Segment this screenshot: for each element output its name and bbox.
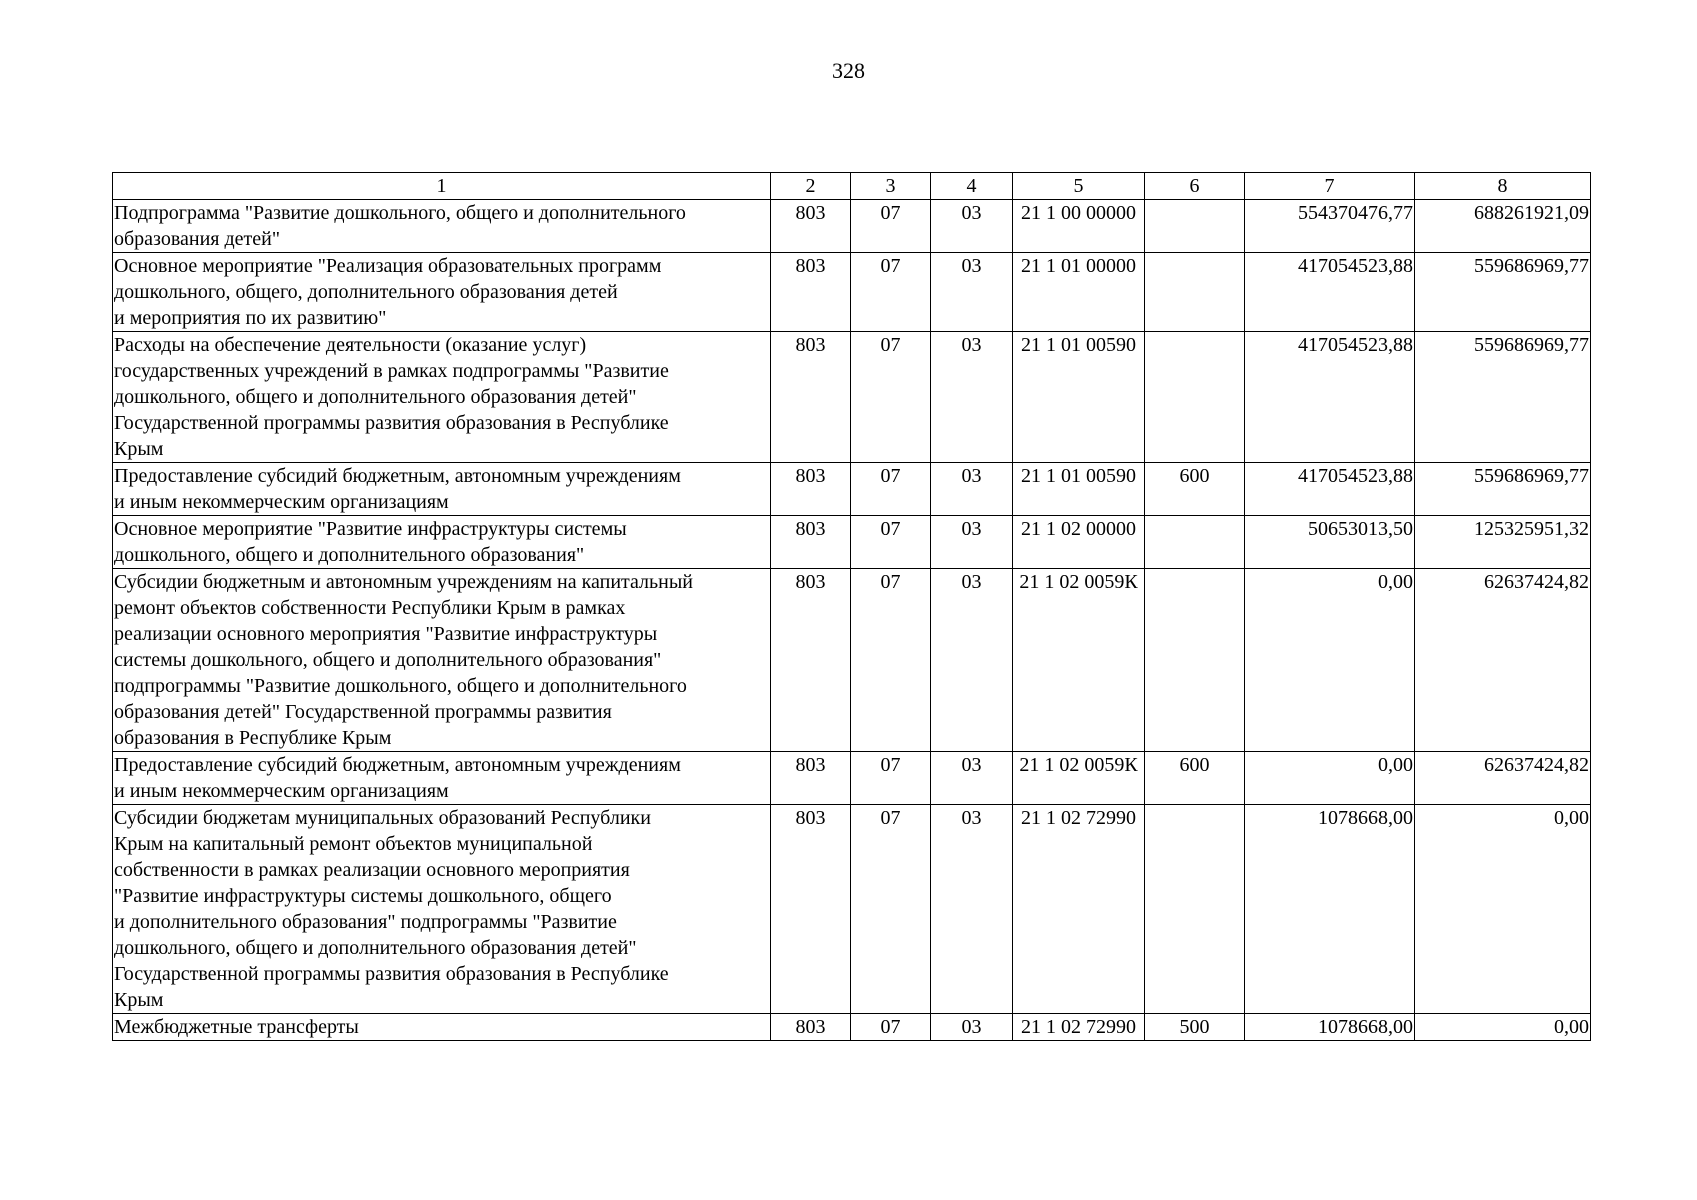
row-amount-7: 417054523,88 bbox=[1245, 463, 1415, 516]
row-code-4: 03 bbox=[931, 463, 1013, 516]
row-amount-7: 0,00 bbox=[1245, 569, 1415, 752]
header-col-5: 5 bbox=[1013, 173, 1145, 200]
row-description: Предоставление субсидий бюджетным, автономным учреждениям и иным некоммерческим организациям bbox=[113, 752, 771, 805]
row-amount-7: 0,00 bbox=[1245, 752, 1415, 805]
row-code-3: 07 bbox=[851, 332, 931, 463]
row-code-5: 21 1 01 00590 bbox=[1013, 332, 1145, 463]
row-amount-7: 1078668,00 bbox=[1245, 1014, 1415, 1041]
row-code-6: 500 bbox=[1145, 1014, 1245, 1041]
table-row bbox=[113, 516, 1591, 569]
row-code-2: 803 bbox=[771, 805, 851, 1014]
row-description: Субсидии бюджетным и автономным учреждениям на капитальный ремонт объектов собственности Республики Крым в рамках реализации основного мероприятия "Развитие инфраструктуры системы дошкольного, общего и дополнительного образования" подпрограммы "Развитие дошкольного, общего и дополнительного образования детей" Государственной программы развития образования в Республике Крым bbox=[113, 569, 771, 752]
row-amount-8: 559686969,77 bbox=[1415, 463, 1591, 516]
row-code-3: 07 bbox=[851, 516, 931, 569]
row-description: Субсидии бюджетам муниципальных образований Республики Крым на капитальный ремонт объектов муниципальной собственности в рамках реализации основного мероприятия "Развитие инфраструктуры системы дошкольного, общего и дополнительного образования" подпрограммы "Развитие дошкольного, общего и дополнительного образования детей" Государственной программы развития образования в Республике Крым bbox=[113, 805, 771, 1014]
row-code-2: 803 bbox=[771, 253, 851, 332]
row-amount-8: 559686969,77 bbox=[1415, 332, 1591, 463]
row-code-3: 07 bbox=[851, 463, 931, 516]
row-amount-7: 417054523,88 bbox=[1245, 332, 1415, 463]
row-code-2: 803 bbox=[771, 516, 851, 569]
header-col-8: 8 bbox=[1415, 173, 1591, 200]
row-code-6 bbox=[1145, 805, 1245, 1014]
row-amount-7: 50653013,50 bbox=[1245, 516, 1415, 569]
table-row bbox=[113, 200, 1591, 253]
row-code-5: 21 1 00 00000 bbox=[1013, 200, 1145, 253]
row-code-6: 600 bbox=[1145, 752, 1245, 805]
row-code-4: 03 bbox=[931, 569, 1013, 752]
table-row bbox=[113, 569, 1591, 752]
table-row bbox=[113, 1014, 1591, 1041]
row-code-2: 803 bbox=[771, 200, 851, 253]
row-amount-7: 417054523,88 bbox=[1245, 253, 1415, 332]
row-code-2: 803 bbox=[771, 752, 851, 805]
header-row bbox=[113, 173, 1591, 200]
row-amount-8: 0,00 bbox=[1415, 1014, 1591, 1041]
row-code-5: 21 1 01 00590 bbox=[1013, 463, 1145, 516]
row-code-4: 03 bbox=[931, 253, 1013, 332]
row-amount-7: 554370476,77 bbox=[1245, 200, 1415, 253]
row-code-6 bbox=[1145, 253, 1245, 332]
row-description: Основное мероприятие "Реализация образовательных программ дошкольного, общего, дополнительного образования детей и мероприятия по их развитию" bbox=[113, 253, 771, 332]
row-code-4: 03 bbox=[931, 332, 1013, 463]
row-description: Межбюджетные трансферты bbox=[113, 1014, 771, 1041]
row-code-5: 21 1 02 00000 bbox=[1013, 516, 1145, 569]
row-amount-8: 559686969,77 bbox=[1415, 253, 1591, 332]
row-code-5: 21 1 02 0059К bbox=[1013, 752, 1145, 805]
row-code-3: 07 bbox=[851, 200, 931, 253]
row-code-2: 803 bbox=[771, 569, 851, 752]
header-col-4: 4 bbox=[931, 173, 1013, 200]
row-code-4: 03 bbox=[931, 1014, 1013, 1041]
row-code-6: 600 bbox=[1145, 463, 1245, 516]
table-row bbox=[113, 752, 1591, 805]
row-amount-7: 1078668,00 bbox=[1245, 805, 1415, 1014]
header-col-3: 3 bbox=[851, 173, 931, 200]
row-code-4: 03 bbox=[931, 805, 1013, 1014]
row-code-5: 21 1 02 72990 bbox=[1013, 1014, 1145, 1041]
header-col-7: 7 bbox=[1245, 173, 1415, 200]
row-amount-8: 0,00 bbox=[1415, 805, 1591, 1014]
header-col-2: 2 bbox=[771, 173, 851, 200]
header-col-6: 6 bbox=[1145, 173, 1245, 200]
row-code-5: 21 1 01 00000 bbox=[1013, 253, 1145, 332]
row-code-5: 21 1 02 72990 bbox=[1013, 805, 1145, 1014]
row-code-2: 803 bbox=[771, 1014, 851, 1041]
row-code-4: 03 bbox=[931, 516, 1013, 569]
table-row bbox=[113, 332, 1591, 463]
row-amount-8: 688261921,09 bbox=[1415, 200, 1591, 253]
row-code-3: 07 bbox=[851, 752, 931, 805]
row-description: Расходы на обеспечение деятельности (оказание услуг) государственных учреждений в рамках подпрограммы "Развитие дошкольного, общего и дополнительного образования детей" Государственной программы развития образования в Республике Крым bbox=[113, 332, 771, 463]
row-code-4: 03 bbox=[931, 752, 1013, 805]
row-code-3: 07 bbox=[851, 253, 931, 332]
row-description: Предоставление субсидий бюджетным, автономным учреждениям и иным некоммерческим организациям bbox=[113, 463, 771, 516]
row-code-2: 803 bbox=[771, 463, 851, 516]
row-description: Основное мероприятие "Развитие инфраструктуры системы дошкольного, общего и дополнительного образования" bbox=[113, 516, 771, 569]
row-code-5: 21 1 02 0059К bbox=[1013, 569, 1145, 752]
row-code-3: 07 bbox=[851, 1014, 931, 1041]
row-amount-8: 125325951,32 bbox=[1415, 516, 1591, 569]
row-amount-8: 62637424,82 bbox=[1415, 569, 1591, 752]
row-code-6 bbox=[1145, 516, 1245, 569]
row-code-6 bbox=[1145, 200, 1245, 253]
budget-table bbox=[112, 172, 1591, 1041]
row-amount-8: 62637424,82 bbox=[1415, 752, 1591, 805]
row-code-6 bbox=[1145, 569, 1245, 752]
row-code-6 bbox=[1145, 332, 1245, 463]
table-row bbox=[113, 253, 1591, 332]
table-row bbox=[113, 805, 1591, 1014]
table-row bbox=[113, 463, 1591, 516]
row-code-3: 07 bbox=[851, 569, 931, 752]
row-code-3: 07 bbox=[851, 805, 931, 1014]
row-code-2: 803 bbox=[771, 332, 851, 463]
header-col-1: 1 bbox=[113, 173, 771, 200]
row-code-4: 03 bbox=[931, 200, 1013, 253]
page-number: 328 bbox=[832, 58, 865, 83]
row-description: Подпрограмма "Развитие дошкольного, общего и дополнительного образования детей" bbox=[113, 200, 771, 253]
